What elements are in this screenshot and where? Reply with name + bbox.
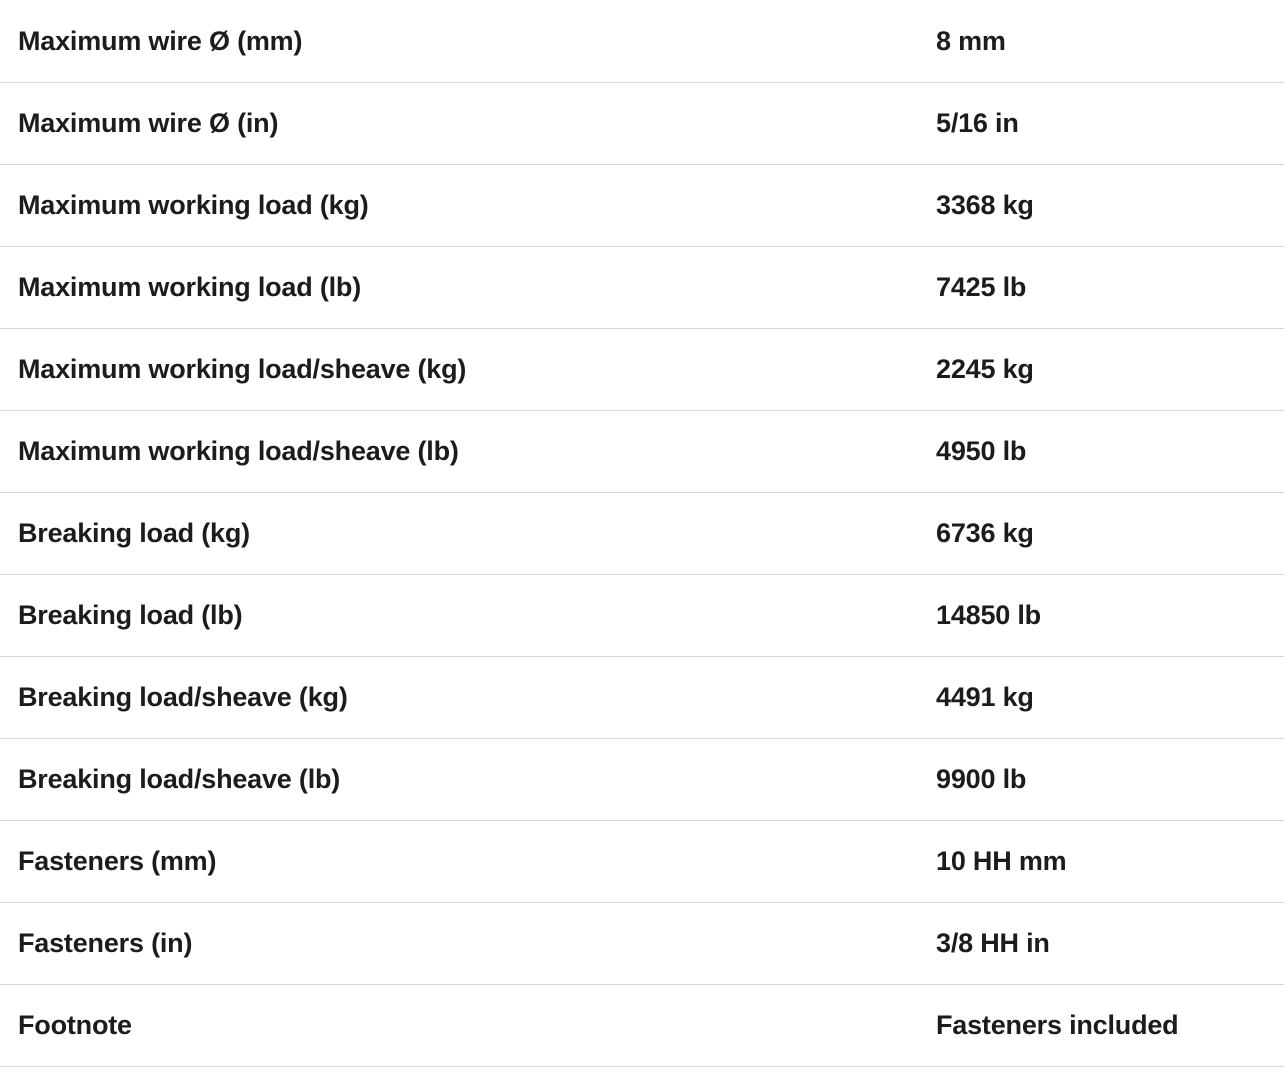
spec-label: Maximum working load/sheave (kg) bbox=[0, 328, 936, 410]
spec-value: 3/8 HH in bbox=[936, 902, 1284, 984]
table-row bbox=[0, 656, 1284, 738]
spec-label: Maximum wire Ø (in) bbox=[0, 82, 936, 164]
spec-value: 10 HH mm bbox=[936, 820, 1284, 902]
spec-label: Breaking load/sheave (lb) bbox=[0, 738, 936, 820]
spec-label: Maximum working load/sheave (lb) bbox=[0, 410, 936, 492]
spec-value: Fasteners included bbox=[936, 984, 1284, 1066]
spec-value: 9900 lb bbox=[936, 738, 1284, 820]
table-row bbox=[0, 574, 1284, 656]
table-row bbox=[0, 738, 1284, 820]
table-bottom-divider bbox=[0, 1066, 1284, 1067]
spec-label: Breaking load/sheave (kg) bbox=[0, 656, 936, 738]
spec-value: 4950 lb bbox=[936, 410, 1284, 492]
spec-value: 6736 kg bbox=[936, 492, 1284, 574]
spec-label: Fasteners (mm) bbox=[0, 820, 936, 902]
spec-label: Breaking load (lb) bbox=[0, 574, 936, 656]
table-row bbox=[0, 328, 1284, 410]
table-row bbox=[0, 0, 1284, 82]
table-row bbox=[0, 410, 1284, 492]
spec-label: Maximum working load (lb) bbox=[0, 246, 936, 328]
spec-value: 3368 kg bbox=[936, 164, 1284, 246]
table-row bbox=[0, 984, 1284, 1066]
table-row bbox=[0, 246, 1284, 328]
table-row bbox=[0, 82, 1284, 164]
spec-value: 14850 lb bbox=[936, 574, 1284, 656]
table-row bbox=[0, 820, 1284, 902]
spec-label: Breaking load (kg) bbox=[0, 492, 936, 574]
spec-value: 8 mm bbox=[936, 25, 1006, 56]
spec-label: Maximum working load (kg) bbox=[0, 164, 936, 246]
spec-value: 4491 kg bbox=[936, 656, 1284, 738]
spec-value: 2245 kg bbox=[936, 328, 1284, 410]
spec-value: 7425 lb bbox=[936, 246, 1284, 328]
table-row bbox=[0, 164, 1284, 246]
spec-label: Fasteners (in) bbox=[0, 902, 936, 984]
spec-label: Footnote bbox=[0, 984, 936, 1066]
spec-value: 5/16 in bbox=[936, 82, 1284, 164]
table-row bbox=[0, 902, 1284, 984]
table-row bbox=[0, 492, 1284, 574]
spec-label: Maximum wire Ø (mm) bbox=[18, 25, 303, 56]
